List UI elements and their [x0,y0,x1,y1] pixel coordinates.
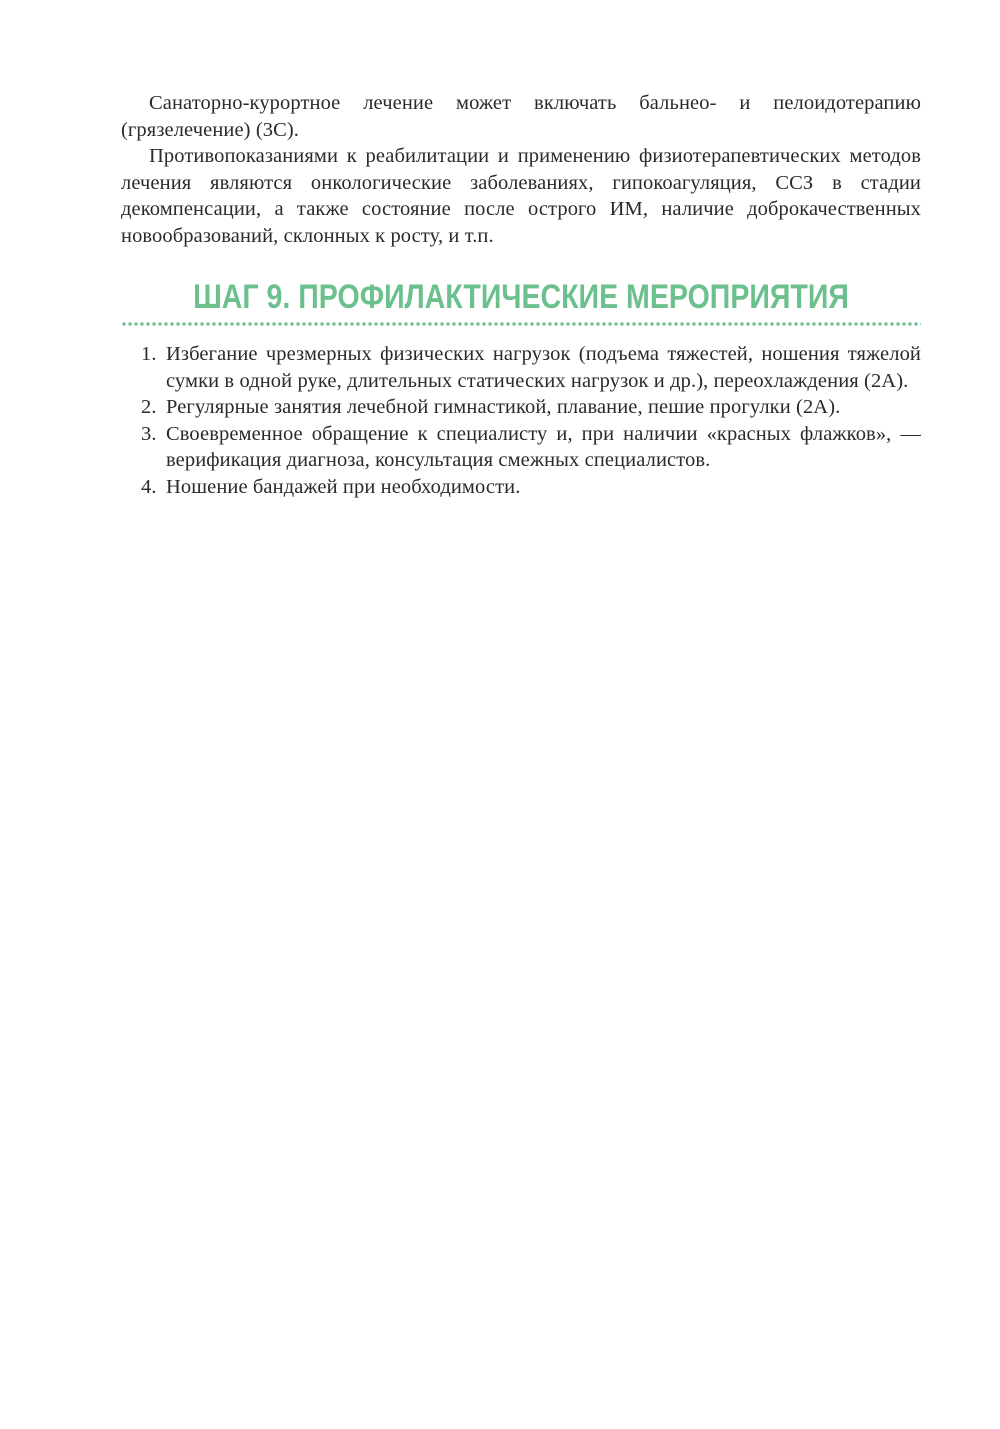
list-item-text: Своевременное обращение к специалисту и, при наличии «красных флажков», — верификация диагноза, консультация смежных специалистов. [166,422,921,471]
list-item-text: Избегание чрезмерных физических нагрузок (подъема тяжестей, ношения тяжелой сумки в одной руке, длительных статических нагрузок и др.), переохлаждения (2А). [166,343,921,392]
prevention-list [121,341,921,500]
list-item-number: 4. [141,475,157,498]
list-item [121,421,921,474]
list-item-text: Ношение бандажей при необходимости. [166,475,521,498]
list-item-number: 2. [141,396,157,418]
paragraph-sanatorium: Санаторно-курортное лечение может включать бальнео- и пелоидотерапию (грязелечение) (3С). [121,92,921,141]
list-item [121,474,921,501]
list-item [121,341,921,394]
list-item-number: 1. [141,343,157,365]
list-item-text: Регулярные занятия лечебной гимнастикой, плавание, пешие прогулки (2А). [166,396,841,418]
paragraph-contraindications: Противопоказаниями к реабилитации и применению физиотерапевтических методов лечения являются онкологические заболеваниях, гипокоагуляция, ССЗ в стадии декомпенсации, а также состояние после острого ИМ, наличие доброкачественных новообразований, склонных к росту, и т.п. [121,145,921,247]
list-item [121,394,921,421]
section-heading: ШАГ 9. ПРОФИЛАКТИЧЕСКИЕ МЕРОПРИЯТИЯ [193,278,849,316]
list-item-number: 3. [141,422,157,445]
dotted-divider [121,321,921,327]
document-page [121,90,921,500]
